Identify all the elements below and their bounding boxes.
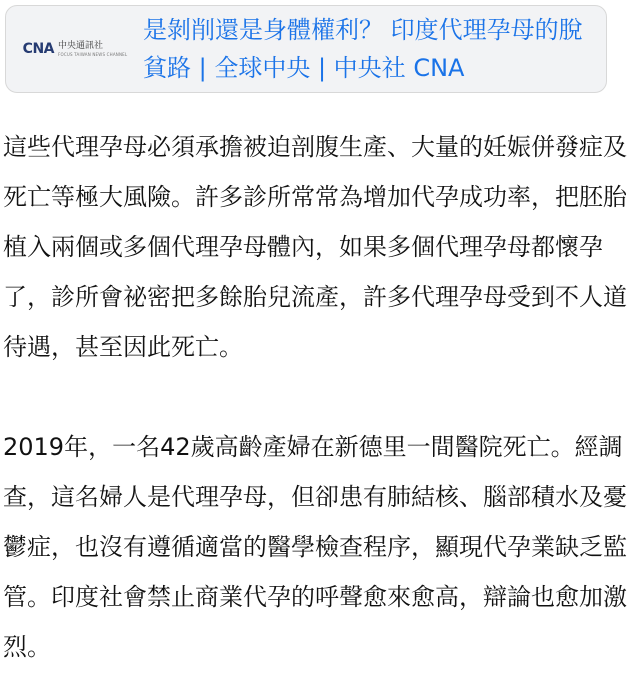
link-preview-card[interactable] bbox=[5, 5, 607, 93]
cna-logo-mark: CNA bbox=[22, 41, 54, 57]
article-paragraph: 這些代理孕母必須承擔被迫剖腹生產、大量的妊娠併發症及死亡等極大風險。許多診所常常為增加代孕成功率，把胚胎植入兩個或多個代理孕母體內，如果多個代理孕母都懷孕了，診所會祕密把多餘胎兒流產，許多代理孕母受到不人道待遇，甚至因此死亡。 bbox=[3, 133, 627, 361]
article-paragraph: 2019年，一名42歲高齡產婦在新德里一間醫院死亡。經調查，這名婦人是代理孕母，但卻患有肺結核、腦部積水及憂鬱症，也沒有遵循適當的醫學檢查程序，顯現代孕業缺乏監管。印度社會禁止商業代孕的呼聲愈來愈高，辯論也愈加激烈。 bbox=[3, 433, 627, 661]
cna-logo-name-zh: 中央通訊社 bbox=[58, 40, 104, 51]
cna-logo bbox=[15, 13, 135, 85]
cna-logo-name-en: FOCUS TAIWAN NEWS CHANNEL bbox=[58, 51, 128, 57]
link-card-title[interactable]: 是剝削還是身體權利？ 印度代理孕母的脫貧路 | 全球中央 | 中央社 CNA bbox=[143, 16, 583, 82]
article-body bbox=[3, 122, 633, 672]
